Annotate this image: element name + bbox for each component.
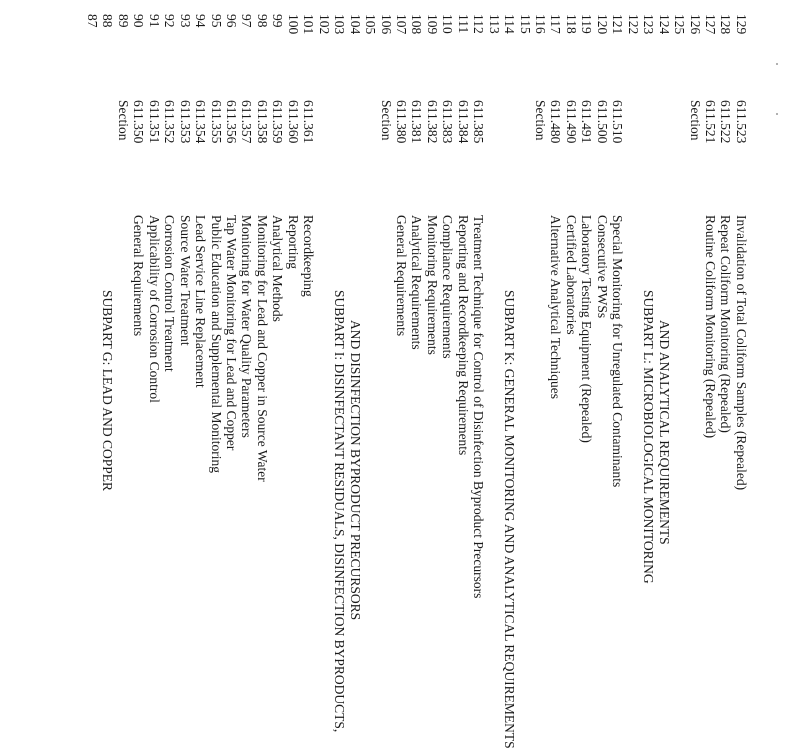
subpart-heading: SUBPART K: GENERAL MONITORING AND ANALYTICAL REQUIREMENTS [502,290,518,749]
section-number: 611.380 [394,100,409,144]
section-number: 611.361 [301,100,317,144]
section-title: Monitoring for Lead and Copper in Source Water [254,215,270,482]
line-number: 117 [548,14,564,34]
section-title: Monitoring for Water Quality Parameters [239,215,255,438]
section-number: 611.351 [146,100,162,144]
line-number: 90 [131,14,147,28]
line-number: 94 [193,14,209,28]
line-number: 129 [733,14,749,35]
section-number: 611.522 [718,100,734,144]
line-number: 107 [394,14,409,35]
line-number: 128 [718,14,734,35]
section-title: Compliance Requirements [440,215,456,359]
line-number: 101 [301,14,317,35]
section-number: 611.382 [424,100,440,144]
section-number: 611.510 [610,100,626,144]
section-title: Repeat Coliform Monitoring (Repealed) [718,215,734,433]
line-number: 92 [162,14,178,28]
line-number: 104 [347,14,363,35]
subpart-heading: SUBPART L: MICROBIOLOGICAL MONITORING [641,290,657,584]
line-number: 100 [285,14,301,35]
line-number: 99 [270,14,286,28]
section-number: 611.480 [548,100,564,144]
section-title: Invalidation of Total Coliform Samples (Repealed) [733,215,749,491]
line-number: 93 [177,14,193,28]
section-title: General Requirements [394,215,409,337]
section-number: 611.381 [409,100,425,144]
line-number: 121 [610,14,626,35]
section-title: Recordkeeping [301,215,317,297]
line-number: 91 [146,14,162,28]
subpart-heading-continued: AND DISINFECTION BYPRODUCT PRECURSORS [347,320,363,621]
section-title: Analytical Methods [270,215,286,322]
section-number: 611.353 [177,100,193,144]
section-number: 611.356 [224,100,240,144]
section-number: 611.521 [703,100,718,144]
section-number: 611.354 [193,100,209,144]
section-number: 611.352 [162,100,178,144]
line-number: 126 [687,14,703,35]
line-number: 119 [579,14,595,34]
section-title: Laboratory Testing Equipment (Repealed) [579,215,595,443]
line-number: 125 [672,14,688,35]
section-title: Public Education and Supplemental Monitoring [208,215,224,473]
line-number: 102 [316,14,332,35]
section-number: Section [378,100,394,141]
section-title: Alternative Analytical Techniques [548,215,564,399]
line-number: 106 [378,14,394,35]
line-number: 114 [502,14,518,34]
section-number: 611.355 [208,100,224,144]
scan-speck [776,63,778,65]
section-title: Reporting and Recordkeeping Requirements [455,215,471,456]
section-number: 611.491 [579,100,595,144]
line-number: 98 [254,14,270,28]
section-number: 611.358 [254,100,270,144]
line-number: 111 [455,14,471,34]
section-title: Source Water Treatment [177,215,193,346]
line-number: 122 [625,14,641,35]
section-title: Applicability of Corrosion Control [146,215,162,403]
section-number: 611.350 [131,100,147,144]
line-number: 124 [656,14,672,35]
section-number: 611.359 [270,100,286,144]
section-number: 611.523 [733,100,749,144]
section-number: 611.357 [239,100,255,144]
line-number: 89 [115,14,131,28]
section-number: Section [687,100,703,141]
line-number: 105 [363,14,379,35]
section-number: 611.500 [594,100,610,144]
subpart-heading-continued: AND ANALYTICAL REQUIREMENTS [656,320,672,545]
line-number: 118 [563,14,579,34]
line-number: 88 [100,14,116,28]
section-title: Analytical Requirements [409,215,425,350]
line-number: 96 [224,14,240,28]
line-number: 120 [594,14,610,35]
section-title: Treatment Technique for Control of Disinfection Byproduct Precursors [471,215,487,599]
section-title: General Requirements [131,215,147,337]
subpart-heading: SUBPART I: DISINFECTANT RESIDUALS, DISINFECTION BYPRODUCTS, [332,290,348,733]
line-number: 112 [471,14,487,34]
section-title: Routine Coliform Monitoring (Repealed) [703,215,718,439]
line-number: 113 [486,14,502,34]
section-title: Monitoring Requirements [424,215,440,355]
line-number: 127 [703,14,718,35]
scan-speck [776,113,778,115]
line-number: 97 [239,14,255,28]
section-title: Corrosion Control Treatment [162,215,178,372]
line-number: 103 [332,14,348,35]
section-number: 611.490 [563,100,579,144]
subpart-heading: SUBPART G: LEAD AND COPPER [100,290,116,491]
line-number: 123 [641,14,657,35]
section-number: 611.383 [440,100,456,144]
section-number: 611.385 [471,100,487,144]
section-title: Reporting [285,215,301,269]
section-title: Tap Water Monitoring for Lead and Copper [224,215,240,451]
section-number: 611.360 [285,100,301,144]
line-number: 109 [424,14,440,35]
section-title: Lead Service Line Replacement [193,215,209,388]
line-number: 115 [517,14,533,34]
section-number: Section [533,100,549,141]
line-number: 110 [440,14,456,34]
section-title: Consecutive PWSs [594,215,610,319]
line-number: 116 [533,14,549,34]
section-number: Section [115,100,131,141]
section-title: Special Monitoring for Unregulated Contaminants [610,215,626,488]
section-title: Certified Laboratories [563,215,579,335]
line-number: 95 [208,14,224,28]
line-number: 108 [409,14,425,35]
line-number: 87 [85,14,100,28]
section-number: 611.384 [455,100,471,144]
